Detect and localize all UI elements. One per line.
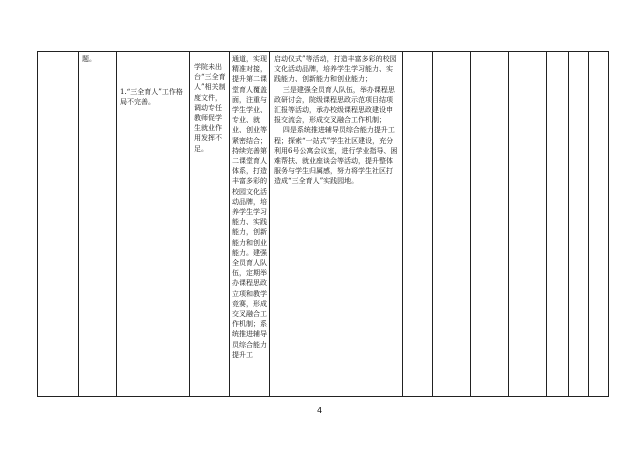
cause-text: 学院未出台“三全育人”相关制度文件，调动专任教师促学生就业作用发挥不足。 bbox=[194, 63, 226, 153]
measure-text: 通道，实现精准对接，提升第二课堂育人覆盖面，注重与学生学业、专业、就业、创业等紧密结合；持续完善第二课堂育人体系，打造丰富多彩的校园文化活动品牌，培养学生学习能力、实践能力，创新能力和创业能力。建强全员育人队伍，定期举办课程思政立项和教学竞赛，形成交叉融合工作机制；系统推进辅导员综合能力提升工 bbox=[232, 55, 267, 359]
cause-cell bbox=[190, 52, 230, 397]
detail-cell bbox=[270, 52, 403, 397]
blank-cell bbox=[547, 52, 569, 397]
issue-cell bbox=[117, 52, 190, 397]
blank-cell bbox=[589, 52, 609, 397]
category-cell bbox=[79, 52, 117, 397]
rectification-table bbox=[37, 51, 609, 397]
blank-cell bbox=[403, 52, 433, 397]
category-text: 题。 bbox=[82, 55, 96, 63]
measure-cell bbox=[230, 52, 270, 397]
page-number: 4 bbox=[316, 406, 323, 415]
issue-text: 1.“三全育人”工作格局不完善。 bbox=[120, 88, 183, 107]
blank-cell bbox=[569, 52, 589, 397]
blank-cell bbox=[471, 52, 509, 397]
blank-cell bbox=[433, 52, 471, 397]
blank-cell bbox=[509, 52, 547, 397]
detail-text: 启动仪式”等活动，打造丰富多彩的校园文化活动品牌，培养学生学习能力、实践能力、创新能力和创业能力； 三是建强全员育人队伍，举办课程思政研讨会，院级课程思政示范项目结项汇报等活动，承办校级课程思政建设申报交流会，形成交叉融合工作机制； 四是系统推进辅导员综合能力提升工程；探索“一站式”学生社区建设，充分利用6号公寓会议室，进行学业指导、困难帮扶、就业座谈会等活动，提升整体服务与学生归属感，努力将学生社区打造成“三全育人”实践园地。 bbox=[274, 55, 398, 186]
blank-cell bbox=[38, 52, 79, 397]
